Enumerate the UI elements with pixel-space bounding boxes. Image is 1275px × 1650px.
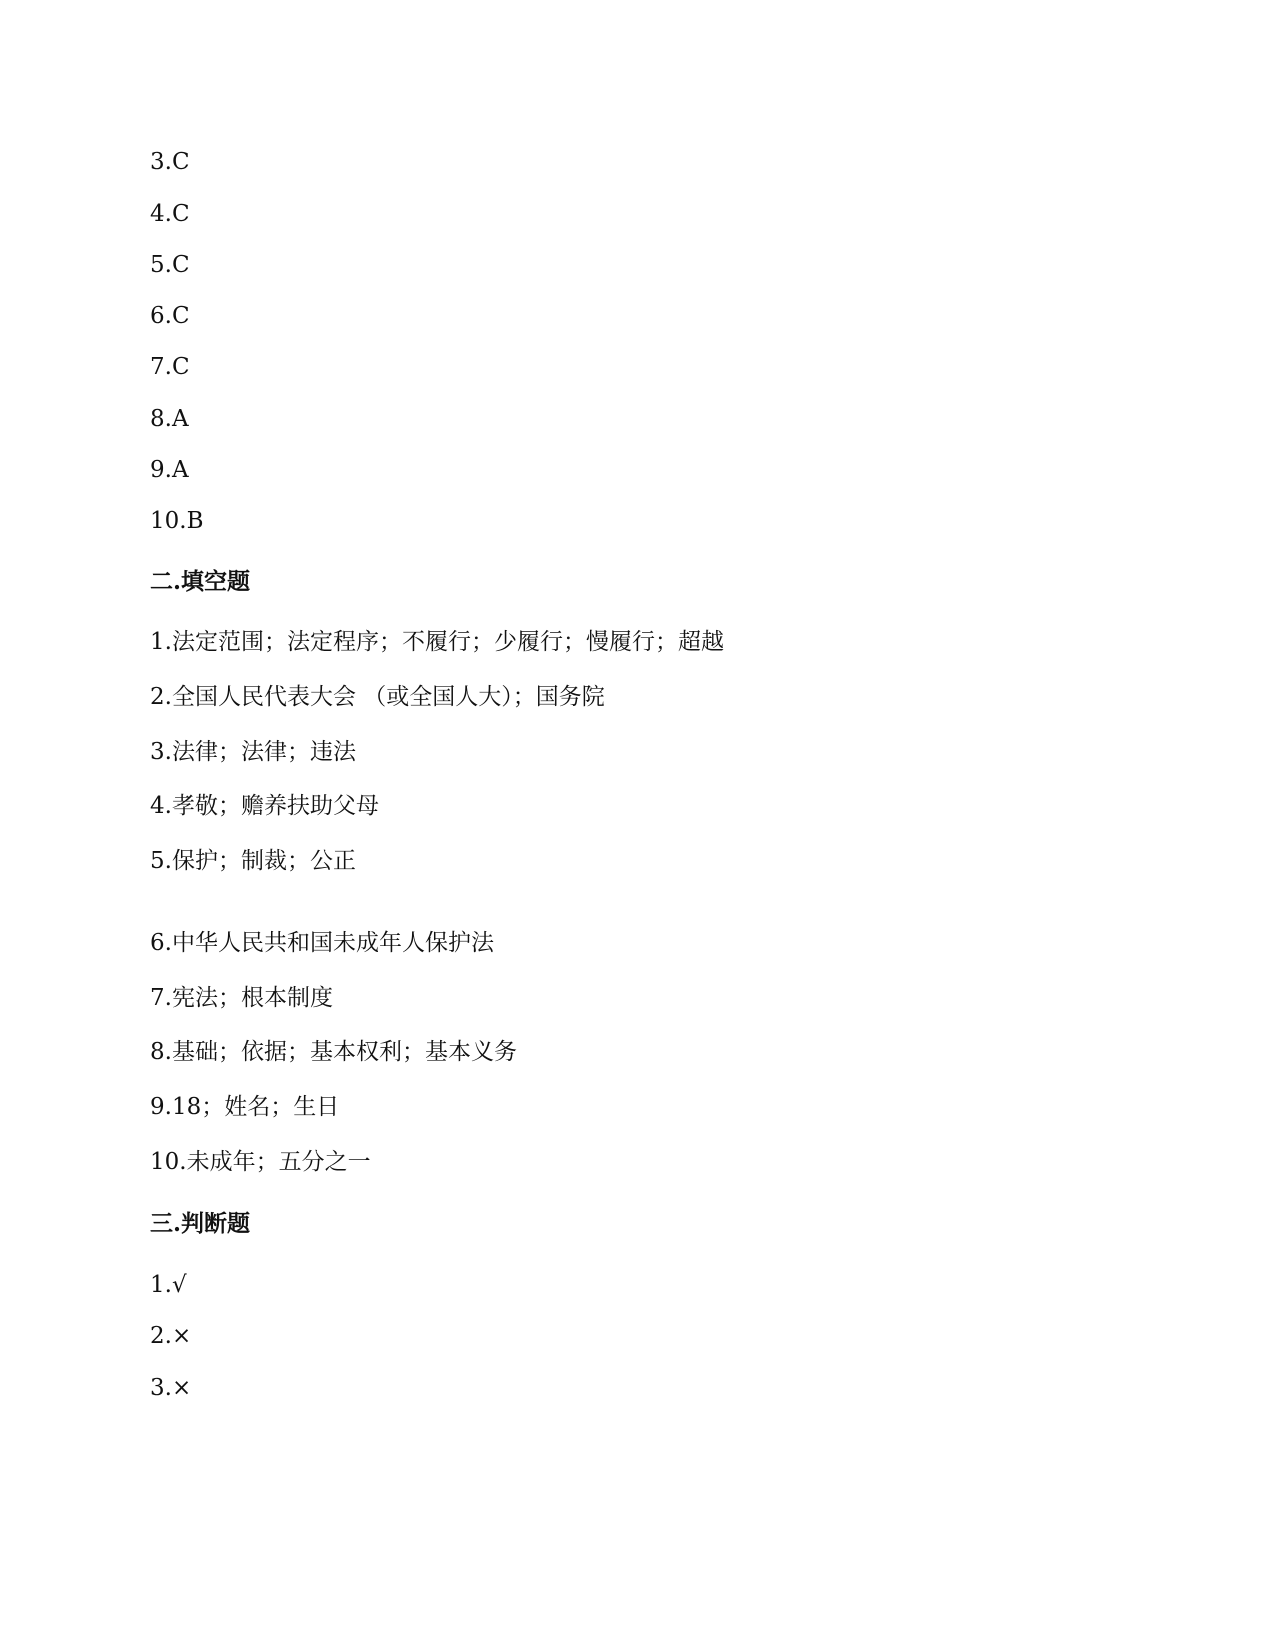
fill-answer: 1.法定范围；法定程序；不履行；少履行；慢履行；超越 xyxy=(150,629,724,655)
choice-answer: 8.A xyxy=(150,406,189,432)
choice-answer: 5.C xyxy=(150,252,190,278)
fill-answer: 2.全国人民代表大会 （或全国人大）；国务院 xyxy=(150,684,605,710)
fill-answer: 8.基础；依据；基本权利；基本义务 xyxy=(150,1039,517,1065)
choice-answer: 9.A xyxy=(150,457,189,483)
section-heading-fill: 二.填空题 xyxy=(150,568,251,595)
fill-answer: 9.18；姓名；生日 xyxy=(150,1094,340,1120)
choice-answer: 7.C xyxy=(150,354,190,380)
judge-answer: 3.× xyxy=(150,1375,192,1401)
fill-answer: 4.孝敬；赡养扶助父母 xyxy=(150,793,379,819)
choice-answer: 10.B xyxy=(150,508,204,534)
section-heading-judge: 三.判断题 xyxy=(150,1210,251,1237)
fill-answer: 6.中华人民共和国未成年人保护法 xyxy=(150,930,494,956)
fill-answer: 5.保护；制裁；公正 xyxy=(150,848,356,874)
choice-answer: 3.C xyxy=(150,149,190,175)
fill-answer: 3.法律；法律；违法 xyxy=(150,739,356,765)
choice-answer: 6.C xyxy=(150,303,190,329)
choice-answer: 4.C xyxy=(150,201,190,227)
fill-answer: 10.未成年；五分之一 xyxy=(150,1149,371,1175)
fill-answer: 7.宪法；根本制度 xyxy=(150,985,333,1011)
judge-answer: 2.× xyxy=(150,1323,192,1349)
judge-answer: 1.√ xyxy=(150,1272,187,1298)
